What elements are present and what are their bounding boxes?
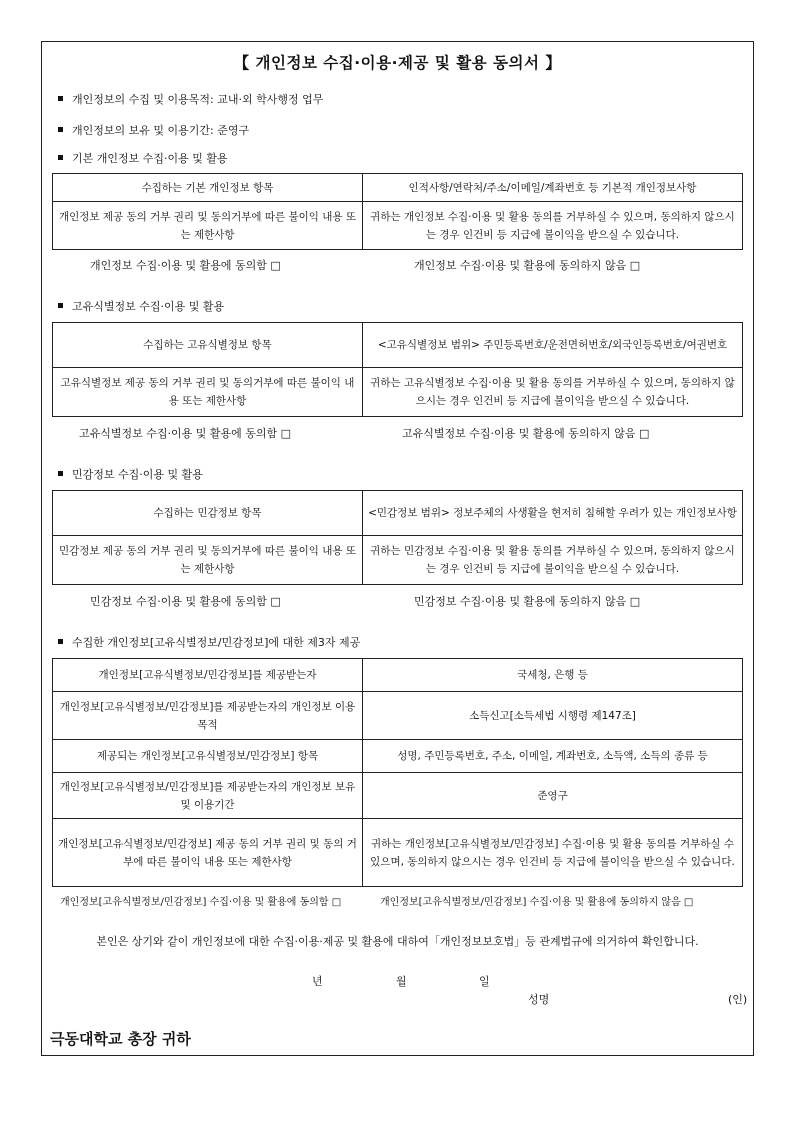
table-cell: 수집하는 고유식별정보 항목 [53,323,363,368]
table-cell: 귀하는 민감정보 수집·이용 및 활용 동의를 거부하실 수 있으며, 동의하지 않으시는 경우 인건비 등 지급에 불이익을 받으실 수 있습니다. [363,536,743,585]
basic-heading: 기본 개인정보 수집·이용 및 활용 [58,150,228,166]
declaration-text: 본인은 상기와 같이 개인정보에 대한 수집·이용·제공 및 활용에 대하여「개인정보보호법」등 관계법규에 의거하여 확인합니다. [96,935,699,948]
table-row [53,368,743,417]
unique-table [52,322,743,417]
table-cell: 소득신고[소득세법 시행령 제147조] [363,692,743,740]
table-row [53,819,743,887]
form-title: 【 개인정보 수집·이용·제공 및 활용 동의서 】 [233,54,562,72]
unique-disagree-checkbox[interactable]: 고유식별정보 수집·이용 및 활용에 동의하지 않음 □ [402,427,650,440]
square-bullet-icon [58,471,63,476]
square-bullet-icon [58,639,63,644]
table-cell: 민감정보 제공 동의 거부 권리 및 동의거부에 따른 불이익 내용 또는 제한사항 [53,536,363,585]
square-bullet-icon [58,96,63,101]
retention-line: 개인정보의 보유 및 이용기간: 준영구 [58,122,249,138]
third-party-disagree-checkbox[interactable]: 개인정보[고유식별정보/민감정보] 수집·이용 및 활용에 동의하지 않음 □ [380,897,694,908]
table-row [53,491,743,536]
unique-agree-checkbox[interactable]: 고유식별정보 수집·이용 및 활용에 동의함 □ [79,427,292,440]
table-cell: 성명, 주민등록번호, 주소, 이메일, 계좌번호, 소득액, 소득의 종류 등 [363,740,743,773]
table-row [53,773,743,819]
consent-form [41,41,754,1056]
sensitive-heading: 민감정보 수집·이용 및 활용 [58,466,203,482]
table-cell: 귀하는 개인정보[고유식별정보/민감정보] 수집·이용 및 활용 동의를 거부하실 수 있으며, 동의하지 않으시는 경우 인건비 등 지급에 불이익을 받으실 수 있습니다. [363,819,743,887]
basic-disagree-checkbox[interactable]: 개인정보 수집·이용 및 활용에 동의하지 않음 □ [414,259,641,272]
table-cell: 제공되는 개인정보[고유식별정보/민감정보] 항목 [53,740,363,773]
third-party-heading: 수집한 개인정보[고유식별정보/민감정보]에 대한 제3자 제공 [58,634,360,650]
table-cell: <고유식별정보 범위> 주민등록번호/운전면허번호/외국인등록번호/여권번호 [363,323,743,368]
square-bullet-icon [58,155,63,160]
date-year-label: 년 [312,975,323,988]
third-party-agree-checkbox[interactable]: 개인정보[고유식별정보/민감정보] 수집·이용 및 활용에 동의함 □ [60,897,342,908]
table-cell: 귀하는 개인정보 수집·이용 및 활용 동의를 거부하실 수 있으며, 동의하지 않으시는 경우 인건비 등 지급에 불이익을 받으실 수 있습니다. [363,202,743,250]
table-cell: 개인정보[고유식별정보/민감정보]를 제공받는자의 개인정보 보유 및 이용기간 [53,773,363,819]
table-row [53,202,743,250]
table-cell: 준영구 [363,773,743,819]
table-cell: <민감정보 범위> 정보주체의 사생활을 현저히 침해할 우려가 있는 개인정보사항 [363,491,743,536]
third-party-table [52,658,743,887]
basic-agree-checkbox[interactable]: 개인정보 수집·이용 및 활용에 동의함 □ [90,259,281,272]
table-row [53,740,743,773]
square-bullet-icon [58,127,63,132]
table-row [53,692,743,740]
basic-table [52,173,743,250]
table-cell: 수집하는 민감정보 항목 [53,491,363,536]
sensitive-disagree-checkbox[interactable]: 민감정보 수집·이용 및 활용에 동의하지 않음 □ [414,595,641,608]
signature-label: 성명 [528,993,550,1006]
date-day-label: 일 [479,975,490,988]
table-row [53,659,743,692]
sensitive-agree-checkbox[interactable]: 민감정보 수집·이용 및 활용에 동의함 □ [90,595,281,608]
unique-heading: 고유식별정보 수집·이용 및 활용 [58,298,224,314]
table-row [53,323,743,368]
table-cell: 고유식별정보 제공 동의 거부 권리 및 동의거부에 따른 불이익 내용 또는 제한사항 [53,368,363,417]
addressee: 극동대학교 총장 귀하 [50,1030,191,1048]
purpose-line: 개인정보의 수집 및 이용목적: 교내·외 학사행정 업무 [58,91,323,107]
table-cell: 국세청, 은행 등 [363,659,743,692]
square-bullet-icon [58,303,63,308]
table-cell: 인적사항/연락처/주소/이메일/계좌번호 등 기본적 개인정보사항 [363,174,743,202]
date-month-label: 월 [396,975,407,988]
table-cell: 개인정보[고유식별정보/민감정보]를 제공받는자 [53,659,363,692]
table-cell: 개인정보[고유식별정보/민감정보] 제공 동의 거부 권리 및 동의 거부에 따른 불이익 내용 또는 제한사항 [53,819,363,887]
table-cell: 개인정보 제공 동의 거부 권리 및 동의거부에 따른 불이익 내용 또는 제한사항 [53,202,363,250]
table-row [53,536,743,585]
table-cell: 수집하는 기본 개인정보 항목 [53,174,363,202]
table-row [53,174,743,202]
sensitive-table [52,490,743,585]
table-cell: 귀하는 고유식별정보 수집·이용 및 활용 동의를 거부하실 수 있으며, 동의하지 않으시는 경우 인건비 등 지급에 불이익을 받으실 수 있습니다. [363,368,743,417]
seal-mark: (인) [728,993,748,1006]
table-cell: 개인정보[고유식별정보/민감정보]를 제공받는자의 개인정보 이용목적 [53,692,363,740]
